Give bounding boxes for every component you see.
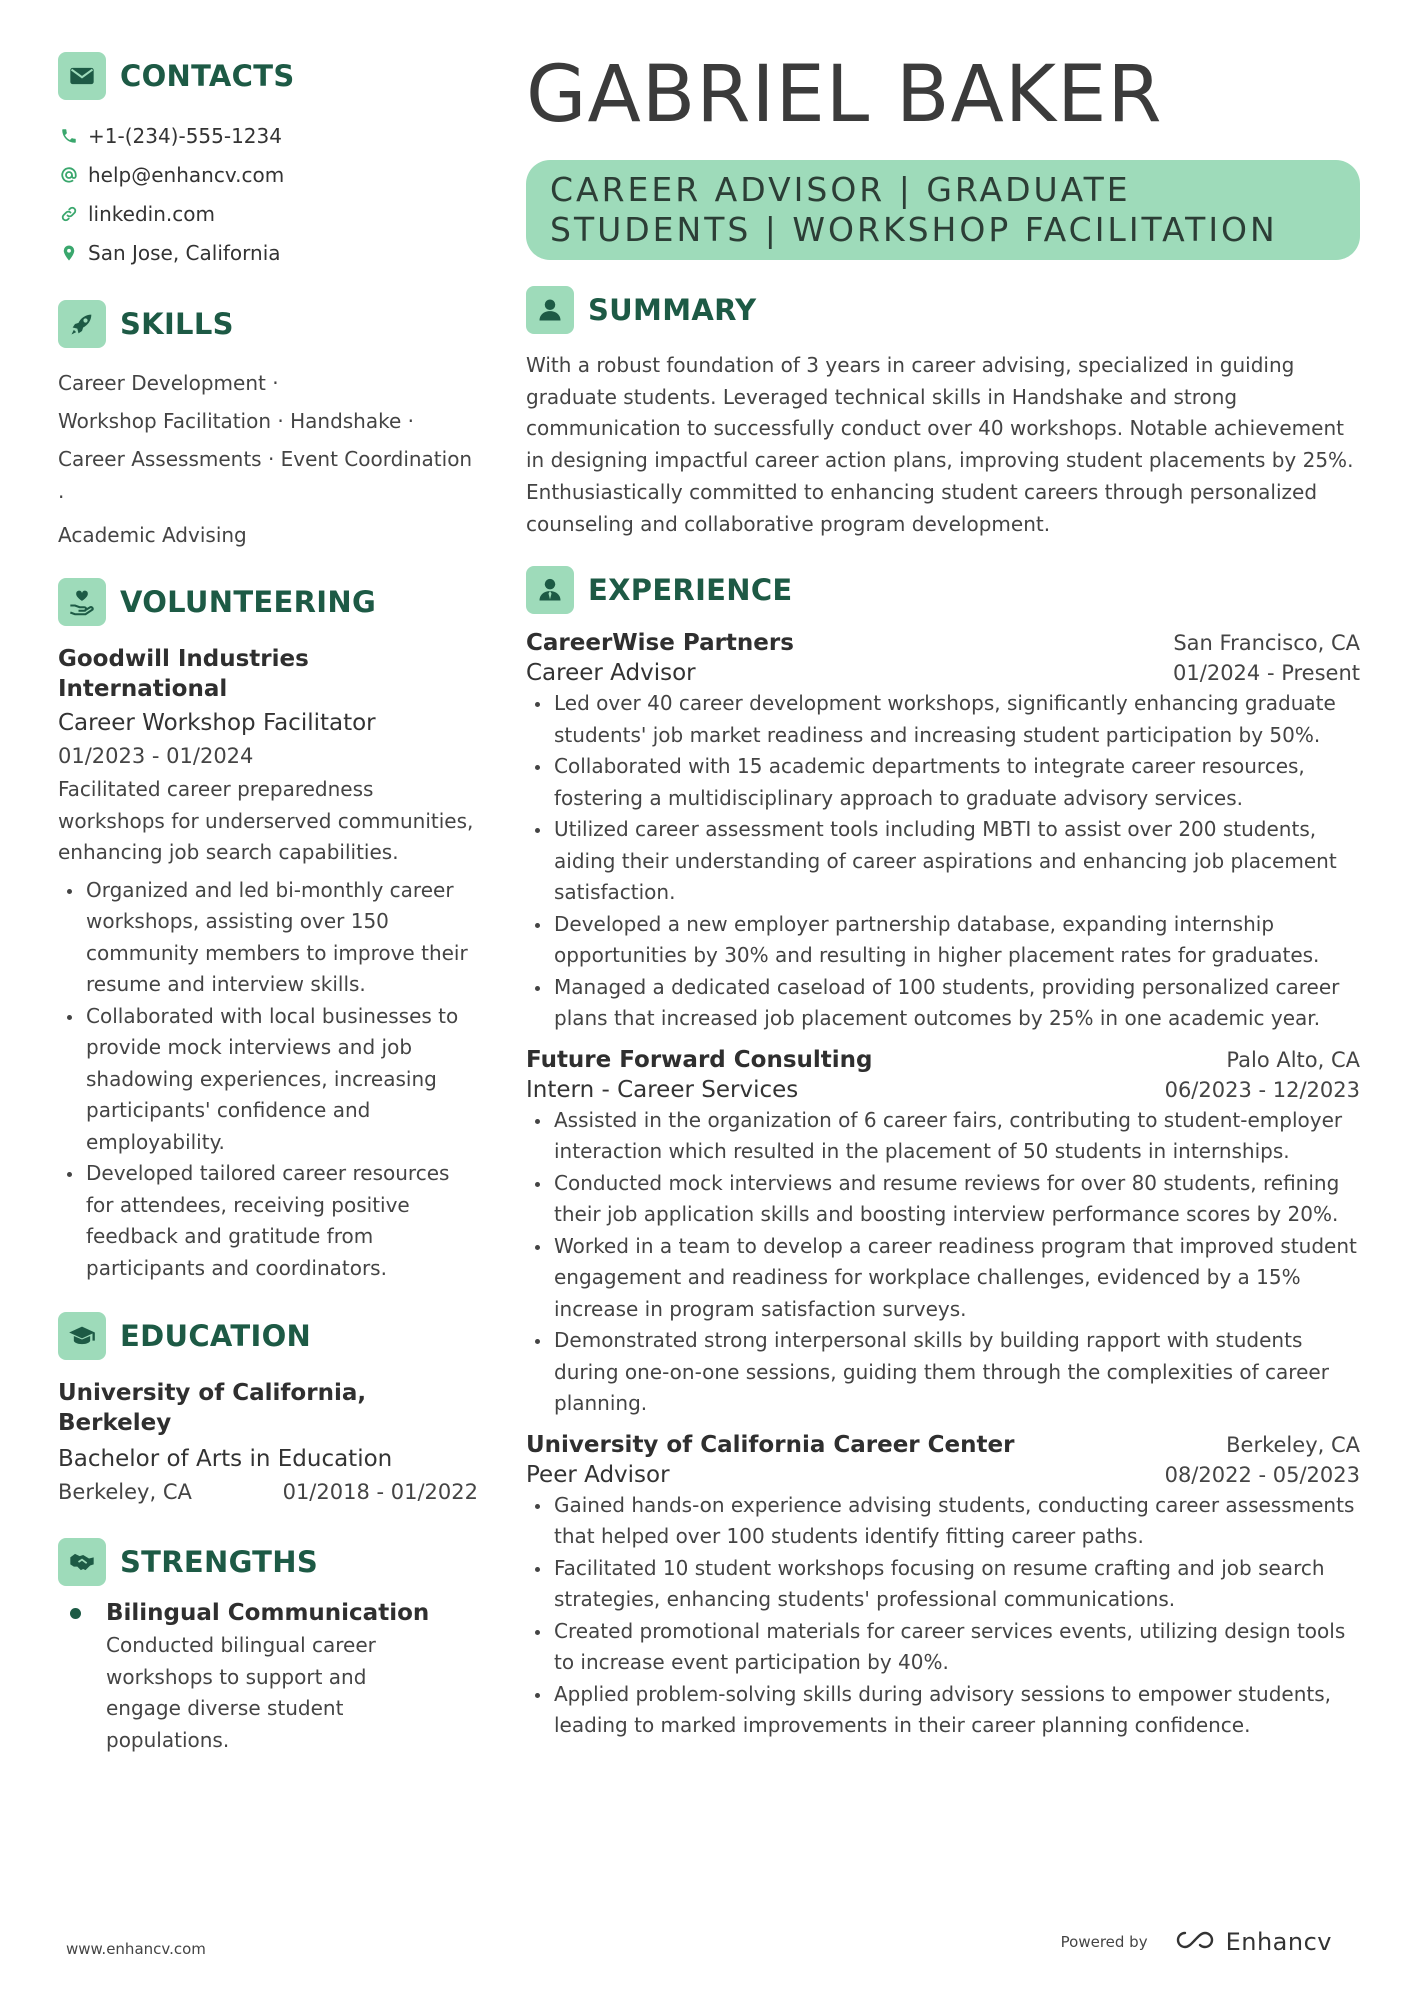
- job-header-row: [526, 1047, 1360, 1073]
- hand-heart-icon: [58, 578, 106, 626]
- job-company: CareerWise Partners: [526, 630, 794, 657]
- person-tie-icon: [526, 566, 574, 614]
- list-item: Conducted mock interviews and resume reviews for over 80 students, refining their job application skills and boosting interview performance scores by 20%.: [526, 1168, 1360, 1231]
- envelope-icon: [58, 52, 106, 100]
- job-bullets: [526, 1490, 1360, 1742]
- left-column: [58, 52, 478, 1756]
- skills-line: Academic Advising: [58, 523, 247, 547]
- strength-title: Bilingual Communication: [106, 1600, 430, 1626]
- skills-list: [58, 364, 478, 554]
- skills-line: Career Assessments · Event Coordination ·: [58, 447, 473, 509]
- job-header-row: [526, 1432, 1360, 1458]
- list-item: Facilitated 10 student workshops focusing on resume crafting and job search strategies, enhancing students' professional communications.: [526, 1553, 1360, 1616]
- skills-header: [58, 300, 478, 348]
- education-meta: [58, 1476, 478, 1508]
- summary-header: [526, 286, 1360, 334]
- job-entry: [526, 1047, 1360, 1420]
- volunteering-description: Facilitated career preparedness workshops for underserved communities, enhancing job search capabilities.: [58, 777, 474, 864]
- strength-item: [58, 1600, 478, 1756]
- volunteering-role: Career Workshop Facilitator: [58, 710, 376, 736]
- strengths-header: [58, 1538, 478, 1586]
- phone-icon: [58, 125, 80, 147]
- job-dates: 01/2024 - Present: [1173, 661, 1360, 686]
- skills-line: Career Development ·: [58, 371, 279, 395]
- at-icon: [58, 164, 80, 186]
- list-item: Applied problem-solving skills during advisory sessions to empower students, leading to marked improvements in their career planning confidence.: [526, 1679, 1360, 1742]
- education-location: Berkeley, CA: [58, 1480, 192, 1504]
- list-item: Collaborated with 15 academic departments to integrate career resources, fostering a multidisciplinary approach to graduate advisory services.: [526, 751, 1360, 814]
- job-subheader-row: [526, 1462, 1360, 1488]
- handshake-icon: [58, 1538, 106, 1586]
- footer-website[interactable]: www.enhancv.com: [66, 1940, 206, 1958]
- list-item: Developed tailored career resources for attendees, receiving positive feedback and gratitude from participants and coordinators.: [58, 1158, 478, 1284]
- job-location: San Francisco, CA: [1173, 631, 1360, 656]
- person-icon: [526, 286, 574, 334]
- link-icon: [58, 203, 80, 225]
- headline-banner: CAREER ADVISOR | GRADUATE STUDENTS | WORKSHOP FACILITATION: [526, 160, 1360, 260]
- job-dates: 06/2023 - 12/2023: [1164, 1077, 1360, 1102]
- phone-text: +1-(234)-555-1234: [88, 123, 282, 148]
- list-item: Worked in a team to develop a career readiness program that improved student engagement and readiness for workplace challenges, evidenced by a 15% increase in program satisfaction surveys.: [526, 1231, 1360, 1326]
- job-entry: [526, 1432, 1360, 1742]
- summary-title: SUMMARY: [588, 293, 757, 327]
- list-item: Assisted in the organization of 6 career fairs, contributing to student-employer interaction which resulted in the placement of 50 students in internships.: [526, 1105, 1360, 1168]
- job-entry: [526, 630, 1360, 1035]
- candidate-name: GABRIEL BAKER: [526, 50, 1163, 140]
- education-title: EDUCATION: [120, 1319, 312, 1353]
- experience-title: EXPERIENCE: [588, 573, 793, 608]
- job-subheader-row: [526, 660, 1360, 686]
- contacts-header: [58, 52, 478, 100]
- strengths-title: STRENGTHS: [120, 1545, 319, 1579]
- strength-description: Conducted bilingual career workshops to support and engage diverse student populations.: [106, 1633, 376, 1752]
- job-location: Palo Alto, CA: [1226, 1047, 1360, 1072]
- enhancv-logo-icon: [1172, 1928, 1218, 1956]
- summary-text: With a robust foundation of 3 years in career advising, specialized in guiding graduate students. Leveraged technical skills in Handshake and strong communication to successfully conduct over 40 workshops. Notable achievement in designing impactful career action plans, improving student placements by 25%. Enthusiastically committed to enhancing student careers through personalized counseling and collaborative program development.: [526, 353, 1354, 536]
- job-header-row: [526, 630, 1360, 656]
- bullet-dot-icon: [70, 1608, 81, 1619]
- contacts-list: [58, 116, 478, 272]
- volunteering-header: [58, 578, 478, 626]
- volunteering-title: VOLUNTEERING: [120, 585, 377, 619]
- education-entry: [58, 1378, 478, 1508]
- map-pin-icon: [58, 242, 80, 264]
- education-dates: 01/2018 - 01/2022: [282, 1480, 478, 1504]
- experience-header: [526, 566, 1360, 614]
- rocket-icon: [58, 300, 106, 348]
- skills-title: SKILLS: [120, 307, 234, 341]
- education-header: [58, 1312, 478, 1360]
- job-role: Career Advisor: [526, 660, 696, 687]
- volunteering-bullets: [58, 875, 478, 1285]
- graduation-cap-icon: [58, 1312, 106, 1360]
- list-item: Managed a dedicated caseload of 100 students, providing personalized career plans that increased job placement outcomes by 25% in one academic year.: [526, 972, 1360, 1035]
- job-subheader-row: [526, 1077, 1360, 1103]
- job-role: Intern - Career Services: [526, 1076, 799, 1103]
- job-company: Future Forward Consulting: [526, 1046, 873, 1073]
- job-location: Berkeley, CA: [1226, 1432, 1360, 1457]
- powered-by-label: Powered by: [1060, 1933, 1148, 1951]
- skills-line: Workshop Facilitation · Handshake ·: [58, 409, 415, 433]
- contact-location: [58, 233, 478, 272]
- education-degree: Bachelor of Arts in Education: [58, 1446, 393, 1472]
- job-bullets: [526, 688, 1360, 1035]
- contact-linkedin[interactable]: [58, 194, 478, 233]
- education-school: University of California, Berkeley: [58, 1380, 367, 1436]
- job-bullets: [526, 1105, 1360, 1420]
- linkedin-text: linkedin.com: [88, 201, 215, 226]
- list-item: Organized and led bi-monthly career workshops, assisting over 150 community members to improve their resume and interview skills.: [58, 875, 478, 1001]
- volunteering-entry: [58, 644, 478, 1284]
- footer-branding[interactable]: [1061, 1928, 1332, 1956]
- list-item: Utilized career assessment tools including MBTI to assist over 200 students, aiding their understanding of career aspirations and enhancing job placement satisfaction.: [526, 814, 1360, 909]
- list-item: Gained hands-on experience advising students, conducting career assessments that helped over 100 students identify fitting career paths.: [526, 1490, 1360, 1553]
- list-item: Led over 40 career development workshops, significantly enhancing graduate students' job market readiness and increasing student participation by 50%.: [526, 688, 1360, 751]
- strength-title-row: [58, 1600, 478, 1626]
- list-item: Collaborated with local businesses to provide mock interviews and job shadowing experiences, increasing participants' confidence and employability.: [58, 1001, 478, 1159]
- right-column: [526, 52, 1360, 1742]
- contacts-title: CONTACTS: [120, 59, 295, 93]
- contact-email[interactable]: [58, 155, 478, 194]
- brand-name: Enhancv: [1225, 1928, 1332, 1956]
- job-dates: 08/2022 - 05/2023: [1164, 1462, 1360, 1487]
- job-company: University of California Career Center: [526, 1431, 1015, 1458]
- list-item: Demonstrated strong interpersonal skills by building rapport with students during one-on-one sessions, guiding them through the complexities of career planning.: [526, 1325, 1360, 1420]
- job-role: Peer Advisor: [526, 1461, 670, 1488]
- volunteering-org: Goodwill Industries International: [58, 646, 309, 702]
- list-item: Developed a new employer partnership database, expanding internship opportunities by 30% and resulting in higher placement rates for graduates.: [526, 909, 1360, 972]
- email-text: help@enhancv.com: [88, 162, 285, 187]
- contact-phone[interactable]: [58, 116, 478, 155]
- list-item: Created promotional materials for career services events, utilizing design tools to increase event participation by 40%.: [526, 1616, 1360, 1679]
- location-text: San Jose, California: [88, 240, 281, 265]
- volunteering-dates: 01/2023 - 01/2024: [58, 744, 254, 768]
